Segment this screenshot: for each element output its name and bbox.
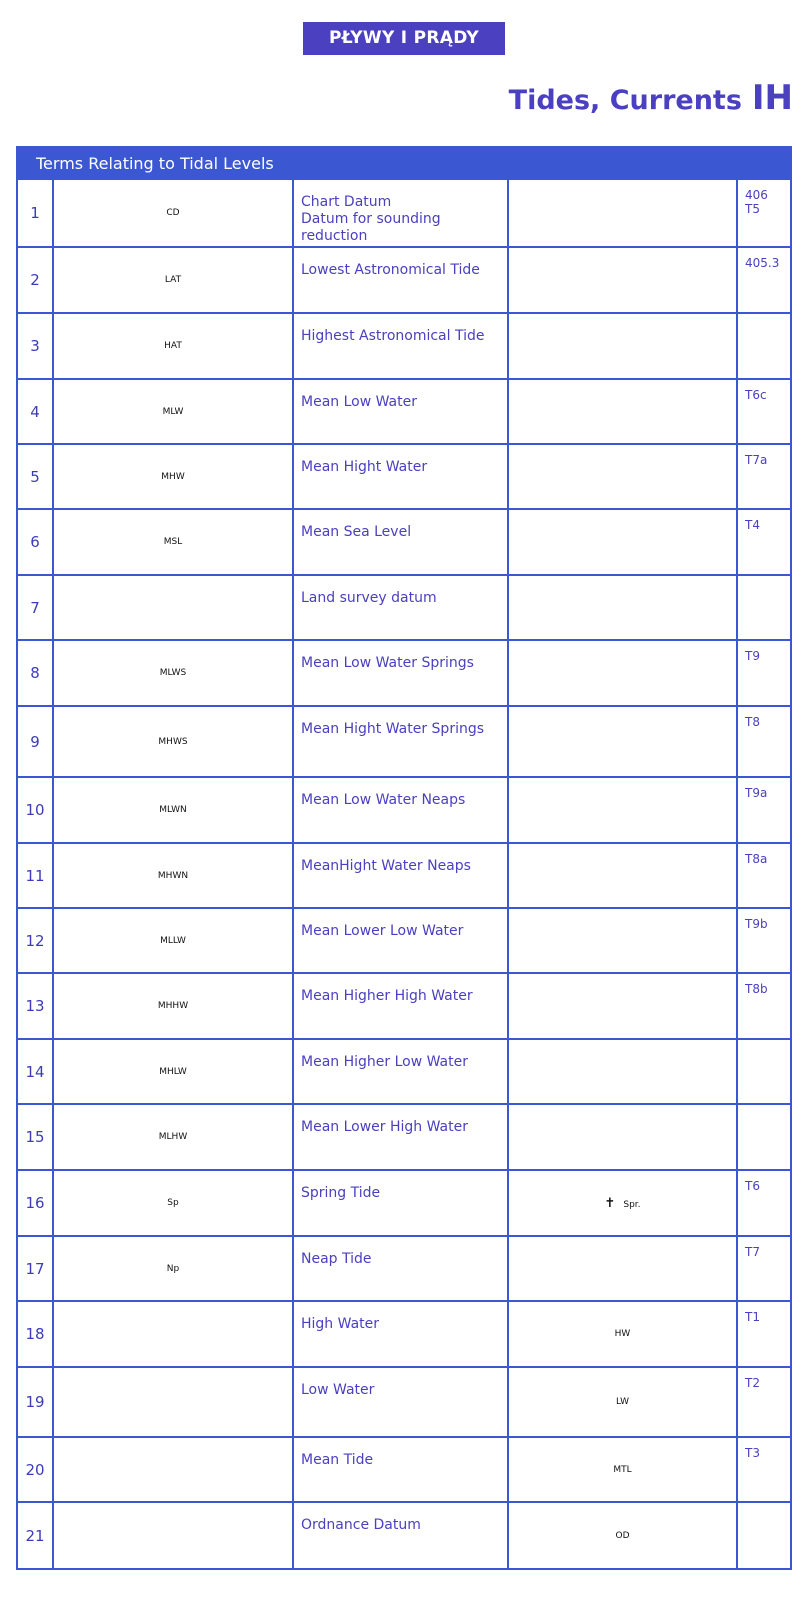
abbreviation-cell — [53, 1301, 293, 1367]
row-number-label: 18 — [25, 1325, 45, 1343]
row-number-label: 8 — [30, 664, 40, 682]
symbol-cell — [508, 180, 737, 247]
row-number — [18, 973, 53, 1039]
term-subtitle: Datum for sounding reduction — [301, 211, 441, 244]
term-label: MeanHight Water Neaps — [301, 858, 471, 874]
reference-label-secondary: T5 — [745, 202, 760, 216]
reference-label: T8b — [745, 982, 768, 996]
cross-icon: ✝ — [604, 1195, 616, 1211]
term-cell — [293, 1367, 508, 1437]
table-row — [18, 1236, 790, 1301]
abbreviation-label: Sp — [167, 1198, 179, 1208]
reference-cell — [737, 1170, 790, 1236]
page-heading — [509, 78, 793, 118]
abbreviation-cell — [53, 1367, 293, 1437]
row-number-label: 5 — [30, 467, 40, 486]
reference-cell — [737, 379, 790, 444]
term-label: Mean Hight Water Springs — [301, 721, 485, 737]
row-number — [18, 1170, 53, 1236]
symbol-cell — [508, 706, 737, 777]
term-cell — [293, 1039, 508, 1104]
term-label: Mean Hight Water — [301, 459, 428, 475]
row-number-label: 9 — [30, 732, 40, 751]
term-label: Mean Low Water Springs — [301, 655, 474, 671]
symbol-cell — [508, 973, 737, 1039]
section-header: Terms Relating to Tidal Levels — [18, 148, 790, 180]
row-number — [18, 777, 53, 843]
reference-label: T6c — [745, 388, 767, 402]
abbreviation-label: MLWN — [159, 805, 187, 815]
table-row — [18, 444, 790, 509]
row-number — [18, 180, 53, 247]
term-cell — [293, 640, 508, 706]
symbol-cell — [508, 1170, 737, 1236]
table-row — [18, 640, 790, 706]
abbreviation-cell — [53, 843, 293, 908]
symbol-label: LW — [615, 1397, 630, 1407]
table-row — [18, 1104, 790, 1170]
row-number — [18, 1437, 53, 1502]
reference-label: T8 — [745, 715, 760, 729]
abbreviation-cell — [53, 575, 293, 640]
term-cell — [293, 313, 508, 379]
term-label: Ordnance Datum — [301, 1517, 421, 1533]
table-row — [18, 706, 790, 777]
reference-label: T1 — [745, 1310, 760, 1324]
row-number — [18, 640, 53, 706]
abbreviation-label: Np — [166, 1263, 180, 1274]
symbol-cell — [508, 1104, 737, 1170]
reference-label: T2 — [745, 1376, 760, 1390]
row-number-label: 10 — [25, 801, 45, 819]
term-cell — [293, 777, 508, 843]
row-number — [18, 1502, 53, 1568]
row-number — [18, 1367, 53, 1437]
reference-cell — [737, 1301, 790, 1367]
table-row — [18, 1502, 790, 1568]
symbol-cell — [508, 1367, 737, 1437]
symbol-cell — [508, 379, 737, 444]
term-cell — [293, 973, 508, 1039]
reference-cell — [737, 1236, 790, 1301]
reference-cell — [737, 180, 790, 247]
term-cell — [293, 1104, 508, 1170]
term-cell — [293, 1301, 508, 1367]
abbreviation-cell — [53, 640, 293, 706]
row-number-label: 4 — [30, 402, 40, 421]
reference-cell — [737, 640, 790, 706]
symbol-cell — [508, 1236, 737, 1301]
term-cell — [293, 1170, 508, 1236]
term-label: Low Water — [301, 1382, 375, 1398]
term-cell — [293, 575, 508, 640]
reference-cell — [737, 1039, 790, 1104]
symbol-cell — [508, 777, 737, 843]
term-cell — [293, 509, 508, 575]
row-number — [18, 1301, 53, 1367]
reference-cell — [737, 509, 790, 575]
table-row — [18, 1437, 790, 1502]
row-number-label: 1 — [30, 204, 40, 222]
abbreviation-label: MHW — [161, 471, 185, 482]
abbreviation-cell — [53, 313, 293, 379]
row-number-label: 16 — [25, 1194, 45, 1212]
term-cell — [293, 247, 508, 313]
reference-label: T9a — [745, 786, 768, 800]
reference-cell — [737, 908, 790, 973]
reference-label: T7a — [745, 453, 768, 467]
abbreviation-cell — [53, 509, 293, 575]
table-row — [18, 973, 790, 1039]
row-number — [18, 908, 53, 973]
term-cell — [293, 379, 508, 444]
table-row — [18, 777, 790, 843]
row-number-label: 21 — [25, 1526, 45, 1545]
row-number — [18, 1104, 53, 1170]
table-row — [18, 575, 790, 640]
table-row — [18, 313, 790, 379]
abbreviation-cell — [53, 908, 293, 973]
row-number — [18, 843, 53, 908]
reference-cell — [737, 1104, 790, 1170]
abbreviation-label: MLHW — [158, 1132, 188, 1142]
page-banner: PŁYWY I PRĄDY — [303, 22, 505, 55]
table-row — [18, 379, 790, 444]
symbol-cell — [508, 1437, 737, 1502]
abbreviation-cell — [53, 777, 293, 843]
term-label: Mean Tide — [301, 1452, 374, 1468]
term-label: Mean Lower High Water — [301, 1119, 468, 1135]
abbreviation-label: MSL — [163, 537, 183, 547]
table-row — [18, 247, 790, 313]
reference-cell — [737, 444, 790, 509]
abbreviation-cell — [53, 706, 293, 777]
reference-label: 406 — [745, 188, 768, 202]
symbol-cell — [508, 313, 737, 379]
symbol-label: OD — [615, 1530, 630, 1541]
row-number-label: 3 — [30, 337, 40, 355]
term-label: Mean Lower Low Water — [301, 923, 464, 939]
abbreviation-cell — [53, 1104, 293, 1170]
term-cell — [293, 908, 508, 973]
row-number — [18, 444, 53, 509]
term-label: Neap Tide — [301, 1251, 372, 1267]
section-code: IH — [751, 78, 793, 118]
row-number — [18, 706, 53, 777]
table-row — [18, 843, 790, 908]
term-cell — [293, 843, 508, 908]
symbol-cell — [508, 640, 737, 706]
row-number-label: 17 — [25, 1259, 45, 1278]
abbreviation-cell — [53, 444, 293, 509]
term-label: Mean Higher Low Water — [301, 1054, 468, 1070]
symbol-label: HW — [614, 1329, 631, 1339]
row-number-label: 14 — [25, 1062, 45, 1081]
term-label: Highest Astronomical Tide — [301, 328, 485, 344]
row-number-label: 15 — [25, 1128, 45, 1146]
row-number — [18, 379, 53, 444]
symbol-cell — [508, 843, 737, 908]
row-number — [18, 247, 53, 313]
row-number-label: 11 — [25, 866, 45, 885]
term-cell — [293, 444, 508, 509]
row-number-label: 2 — [30, 271, 40, 289]
row-number — [18, 509, 53, 575]
row-number-label: 7 — [30, 598, 40, 617]
term-label: Spring Tide — [301, 1185, 381, 1201]
reference-cell — [737, 1437, 790, 1502]
table-row — [18, 180, 790, 247]
reference-label: T9 — [745, 649, 760, 663]
abbreviation-cell — [53, 379, 293, 444]
row-number-label: 19 — [25, 1393, 45, 1411]
abbreviation-cell — [53, 180, 293, 247]
row-number-label: 13 — [25, 997, 45, 1015]
term-cell — [293, 1236, 508, 1301]
term-label: Chart Datum — [301, 194, 392, 210]
abbreviation-label: MHLW — [159, 1066, 187, 1077]
abbreviation-cell — [53, 1236, 293, 1301]
row-number-label: 12 — [25, 931, 45, 950]
abbreviation-cell — [53, 247, 293, 313]
reference-cell — [737, 247, 790, 313]
reference-cell — [737, 1502, 790, 1568]
term-label: High Water — [301, 1316, 380, 1332]
reference-cell — [737, 313, 790, 379]
term-cell — [293, 180, 508, 247]
row-number — [18, 1039, 53, 1104]
term-cell — [293, 1437, 508, 1502]
term-label: Mean Low Water — [301, 394, 417, 410]
reference-label: 405.3 — [745, 256, 780, 270]
table-row — [18, 908, 790, 973]
reference-cell — [737, 706, 790, 777]
term-cell — [293, 1502, 508, 1568]
table-row — [18, 509, 790, 575]
symbol-cell — [508, 908, 737, 973]
symbol-label: MTL — [613, 1464, 632, 1475]
symbol-cell — [508, 1039, 737, 1104]
reference-label: T7 — [745, 1245, 760, 1259]
abbreviation-label: CD — [166, 208, 180, 218]
abbreviation-cell — [53, 1437, 293, 1502]
table-row — [18, 1301, 790, 1367]
row-number — [18, 575, 53, 640]
tidal-levels-table — [16, 146, 792, 1570]
abbreviation-label: MHWS — [158, 736, 188, 747]
term-cell — [293, 706, 508, 777]
row-number — [18, 1236, 53, 1301]
reference-cell — [737, 1367, 790, 1437]
page-title: Tides, Currents — [508, 85, 742, 116]
symbol-label: Spr. — [623, 1199, 641, 1210]
reference-cell — [737, 575, 790, 640]
reference-cell — [737, 777, 790, 843]
term-label: Mean Sea Level — [301, 524, 412, 540]
abbreviation-label: MLLW — [160, 935, 186, 946]
abbreviation-cell — [53, 1170, 293, 1236]
reference-label: T4 — [745, 518, 760, 532]
symbol-cell — [508, 1502, 737, 1568]
reference-cell — [737, 973, 790, 1039]
term-label: Land survey datum — [301, 590, 437, 606]
reference-cell — [737, 843, 790, 908]
abbreviation-label: MLWS — [159, 668, 187, 678]
abbreviation-cell — [53, 1502, 293, 1568]
row-number — [18, 313, 53, 379]
term-label: Mean Higher High Water — [301, 988, 473, 1004]
symbol-cell — [508, 444, 737, 509]
table-row — [18, 1367, 790, 1437]
abbreviation-cell — [53, 1039, 293, 1104]
terms-table — [18, 180, 790, 1568]
reference-label: T6 — [745, 1179, 760, 1193]
abbreviation-label: HAT — [164, 341, 182, 351]
term-label: Lowest Astronomical Tide — [301, 262, 480, 278]
symbol-cell — [508, 509, 737, 575]
abbreviation-label: LAT — [164, 275, 182, 285]
abbreviation-label: MLW — [162, 406, 184, 417]
table-row — [18, 1170, 790, 1236]
term-label: Mean Low Water Neaps — [301, 792, 466, 808]
reference-label: T8a — [745, 852, 768, 866]
abbreviation-label: MHWN — [157, 870, 189, 881]
row-number-label: 6 — [30, 533, 40, 551]
symbol-cell — [508, 575, 737, 640]
reference-label: T3 — [745, 1446, 760, 1460]
symbol-cell — [508, 1301, 737, 1367]
table-row — [18, 1039, 790, 1104]
abbreviation-label: MHHW — [157, 1001, 189, 1011]
abbreviation-cell — [53, 973, 293, 1039]
row-number-label: 20 — [25, 1460, 45, 1479]
reference-label: T9b — [745, 917, 768, 931]
symbol-cell — [508, 247, 737, 313]
